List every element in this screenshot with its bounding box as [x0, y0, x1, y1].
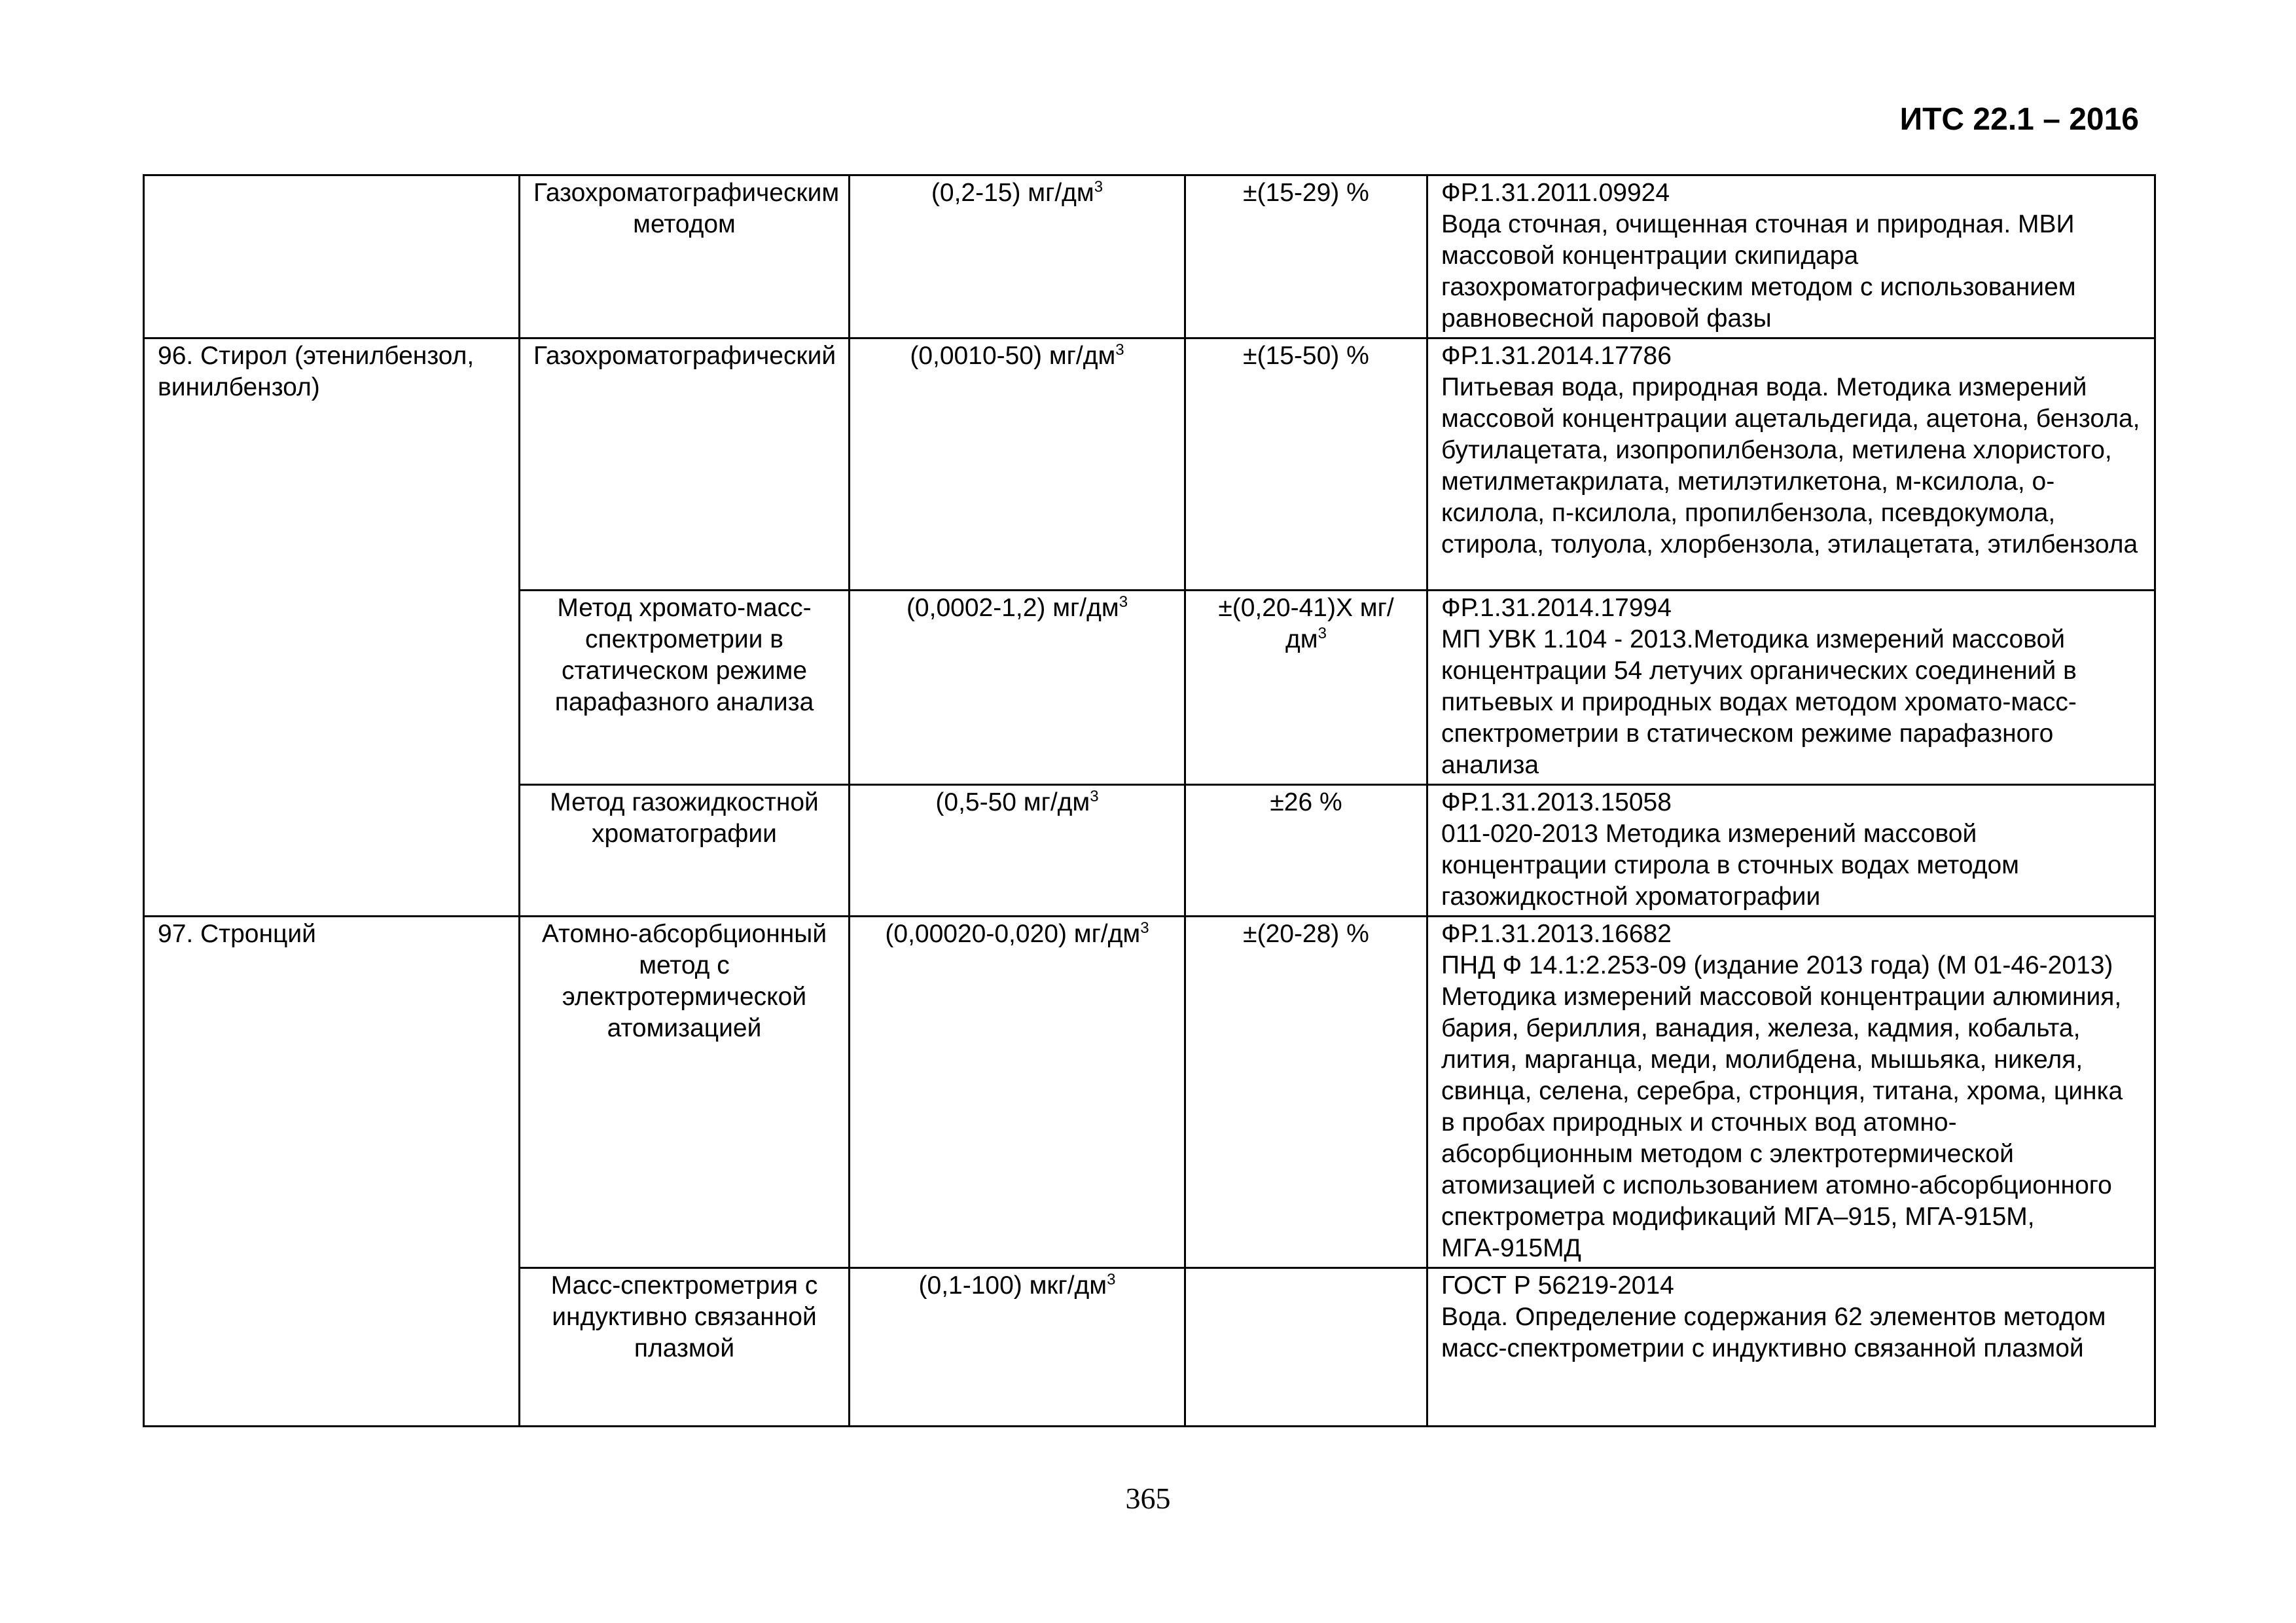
- range-cell: (0,2-15) $мг/дм^3$: [850, 175, 1185, 338]
- document-description: Питьевая вода, природная вода. Методика измерений массовой концентрации ацетальдегида, ацетона, бензола, бутилацетата, изопропилбензола, метилена хлористого, метилметакрилата, метилэтилкетона, м-ксилола, о-ксилола, п-ксилола, пропилбензола, псевдокумола, стирола, толуола, хлорбензола, этилацетата, этилбензола: [1441, 373, 2140, 558]
- table-row: [144, 338, 2155, 591]
- method-cell: Атомно-абсорбционный метод с электротермической атомизацией: [520, 917, 850, 1268]
- document-cell: [1427, 785, 2155, 917]
- error-cell: ±(15-50) %: [1185, 338, 1427, 591]
- range-cell: (0,00020-0,020) $мг/дм^3$: [850, 917, 1185, 1268]
- error-cell: ±(20-28) %: [1185, 917, 1427, 1268]
- document-code: ФР.1.31.2013.15058: [1441, 788, 1672, 816]
- method-cell: Метод газожидкостной хроматографии: [520, 785, 850, 917]
- table-row: [144, 917, 2155, 1268]
- substance-cell: 97. Стронций: [144, 917, 520, 1427]
- error-cell: [1185, 1268, 1427, 1427]
- range-cell: (0,0010-50) $мг/дм^3$: [850, 338, 1185, 591]
- document-code: ФР.1.31.2014.17994: [1441, 594, 1672, 622]
- substance-cell: [144, 175, 520, 338]
- document-description: Вода. Определение содержания 62 элементов методом масс-спектрометрии с индуктивно связанной плазмой: [1441, 1303, 2106, 1362]
- document-cell: [1427, 338, 2155, 591]
- document-description: МП УВК 1.104 - 2013.Методика измерений массовой концентрации 54 летучих органических соединений в питьевых и природных водах методом хромато-масс-спектрометрии в статическом режиме парафазного анализа: [1441, 625, 2077, 779]
- table-row: [144, 175, 2155, 338]
- method-cell: Масс-спектрометрия с индуктивно связанной плазмой: [520, 1268, 850, 1427]
- document-code: ФР.1.31.2014.17786: [1441, 342, 1672, 370]
- document-cell: [1427, 917, 2155, 1268]
- document-cell: [1427, 1268, 2155, 1427]
- method-cell: Газохроматографическим методом: [520, 175, 850, 338]
- document-description: ПНД Ф 14.1:2.253-09 (издание 2013 года) (М 01-46-2013) Методика измерений массовой концентрации алюминия, бария, бериллия, ванадия, железа, кадмия, кобальта, лития, марганца, меди, молибдена, мышьяка, никеля, свинца, селена, серебра, стронция, титана, хрома, цинка в пробах природных и сточных вод атомно-абсорбционным методом с электротермической атомизацией с использованием атомно-абсорбционного спектрометра модификаций МГА–915, МГА-915М, МГА-915МД: [1441, 951, 2123, 1262]
- method-cell: Метод хромато-масс-спектрометрии в статическом режиме парафазного анализа: [520, 591, 850, 785]
- range-cell: (0,0002-1,2) $мг/дм^3$: [850, 591, 1185, 785]
- document-cell: [1427, 175, 2155, 338]
- page-number: 365: [1125, 1482, 1171, 1515]
- substance-cell: 96. Стирол (этенилбензол, винилбензол): [144, 338, 520, 917]
- methods-table: [143, 174, 2156, 1427]
- range-cell: (0,1-100) мкг/$дм^3$: [850, 1268, 1185, 1427]
- error-cell: ±26 %: [1185, 785, 1427, 917]
- document-description: 011-020-2013 Методика измерений массовой концентрации стирола в сточных водах методом газожидкостной хроматографии: [1441, 820, 2019, 911]
- document-header: ИТС 22.1 – 2016: [1899, 102, 2139, 137]
- error-cell: ±(15-29) %: [1185, 175, 1427, 338]
- document-code: ФР.1.31.2013.16682: [1441, 920, 1672, 948]
- method-cell: Газохроматографический: [520, 338, 850, 591]
- document-cell: [1427, 591, 2155, 785]
- document-description: Вода сточная, очищенная сточная и природная. МВИ массовой концентрации скипидара газохроматографическим методом с использованием равновесной паровой фазы: [1441, 210, 2076, 333]
- document-code: ГОСТ Р 56219-2014: [1441, 1271, 1674, 1300]
- range-cell: (0,5-50 $мг/дм^3$: [850, 785, 1185, 917]
- document-code: ФР.1.31.2011.09924: [1441, 179, 1670, 207]
- error-cell: ±(0,20-41)Х $мг/дм^3$: [1185, 591, 1427, 785]
